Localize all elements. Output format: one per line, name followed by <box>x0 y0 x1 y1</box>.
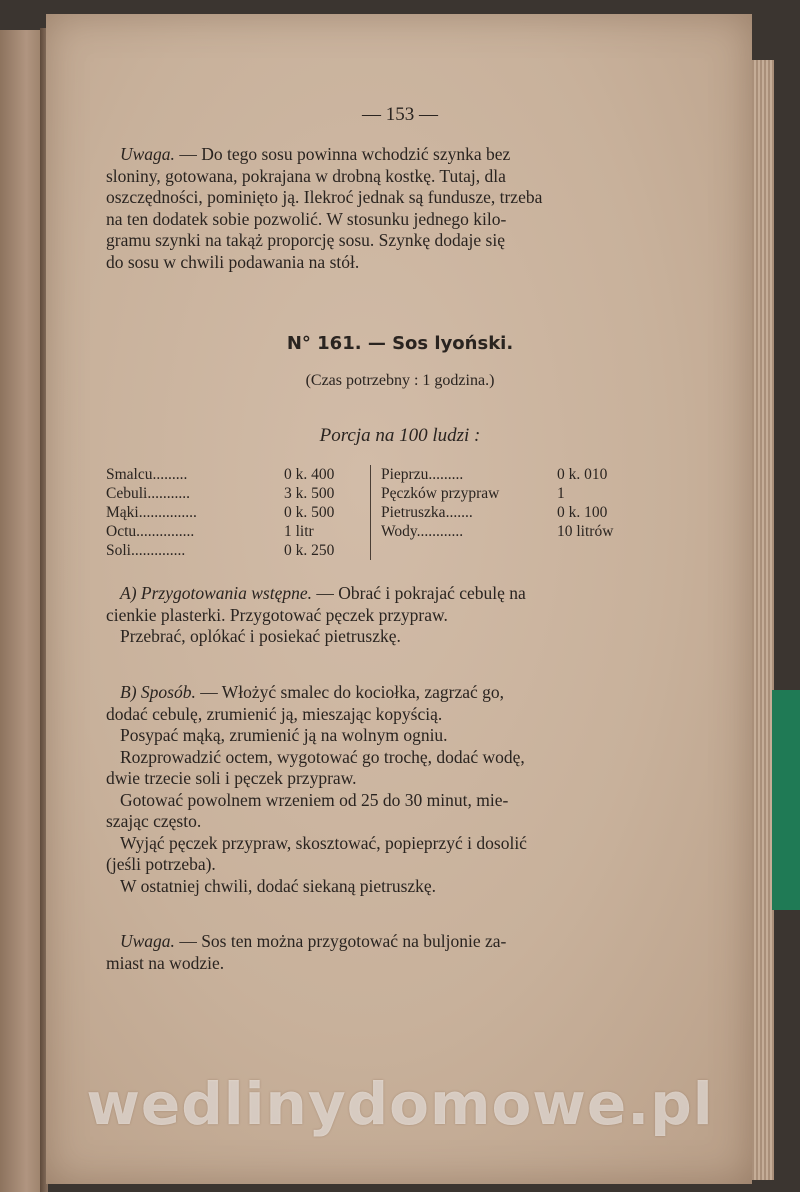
section-line: (jeśli potrzeba). <box>106 854 216 874</box>
ingredient-row <box>106 541 647 560</box>
ingredients-table <box>106 465 647 560</box>
note-line: sloniny, gotowana, pokrajana w drobną kostkę. Tutaj, dla <box>106 165 506 186</box>
note-line: miast na wodzie. <box>106 952 225 973</box>
ingredient-qty: 1 litr <box>284 522 371 541</box>
ingredient-qty: 10 litrów <box>557 523 614 540</box>
watermark: wedlinydomowe.pl <box>86 1070 714 1138</box>
ingredient-qty-empty <box>557 541 647 560</box>
section-a-paragraph <box>106 583 640 648</box>
ingredient-qty: 0 k. 500 <box>284 503 371 522</box>
recipe-heading: N° 161. — Sos lyoński. <box>286 333 514 354</box>
section-line: Posypać mąką, zrumienić ją na wolnym ogniu. <box>120 725 448 745</box>
ingredient-row <box>106 503 647 522</box>
page-number: — 153 — <box>362 104 438 125</box>
section-line: W ostatniej chwili, dodać siekaną pietruszkę. <box>120 875 437 896</box>
section-line: Wyjąć pęczek przypraw, skosztować, popieprzyć i dosolić <box>120 832 527 853</box>
recipe-portion: Porcja na 100 ludzi : <box>319 425 481 446</box>
bookmark-tab <box>772 690 800 910</box>
section-line: Przebrać, oplókać i posiekać pietruszkę. <box>120 626 401 646</box>
page-edges <box>752 60 774 1180</box>
section-a-label: A) Przygotowania wstępne. <box>120 583 312 603</box>
section-line: A) Przygotowania wstępne. — Obrać i pokrajać cebulę na <box>120 583 526 603</box>
ingredient-name: Pietruszka....... <box>381 504 473 521</box>
section-line: szając często. <box>106 811 202 831</box>
note-line: Uwaga. — Do tego sosu powinna wchodzić szynka bez <box>120 144 511 164</box>
note-line: do sosu w chwili podawania na stół. <box>106 251 360 272</box>
ingredient-qty: 3 k. 500 <box>284 484 371 503</box>
ingredient-qty: 0 k. 010 <box>557 466 608 483</box>
note-label: Uwaga. <box>120 144 175 164</box>
ingredient-qty: 1 <box>557 485 565 502</box>
section-line: cienkie plasterki. Przygotować pęczek przypraw. <box>106 604 448 625</box>
ingredient-qty: 0 k. 250 <box>284 541 371 560</box>
ingredient-name: Pieprzu......... <box>381 466 464 483</box>
note-line: oszczędności, pominięto ją. Ilekroć jednak są fundusze, trzeba <box>106 187 543 207</box>
ingredient-name: Cebuli........... <box>106 485 190 502</box>
section-line: dodać cebulę, zrumienić ją, mieszając kopyścią. <box>106 703 443 724</box>
recipe-time: (Czas potrzebny : 1 godzina.) <box>305 372 495 389</box>
section-line: Rozprowadzić octem, wygotować go trochę, dodać wodę, <box>120 746 525 767</box>
note-line: gramu szynki na takąż proporcję sosu. Szynkę dodaje się <box>106 230 505 250</box>
ingredient-row <box>106 522 647 541</box>
ingredient-name: Pęczków przypraw <box>381 485 500 502</box>
section-line: dwie trzecie soli i pęczek przypraw. <box>106 768 357 788</box>
left-page-edge <box>0 30 44 1192</box>
note-paragraph-1 <box>106 144 640 273</box>
ingredient-qty: 0 k. 100 <box>557 504 608 521</box>
ingredient-name: Wody............ <box>381 523 464 540</box>
note-line: Uwaga. — Sos ten można przygotować na buljonie za- <box>120 931 507 951</box>
section-b-paragraph <box>106 682 640 897</box>
ingredient-row <box>106 465 647 484</box>
note-paragraph-2 <box>106 931 640 974</box>
ingredient-name: Octu............... <box>106 523 195 540</box>
ingredient-name: Smalcu......... <box>106 466 188 483</box>
ingredient-qty: 0 k. 400 <box>284 465 371 484</box>
section-line: B) Sposób. — Włożyć smalec do kociołka, zagrzać go, <box>120 682 505 702</box>
section-line: Gotować powolnem wrzeniem od 25 do 30 minut, mie- <box>120 789 509 810</box>
note-label: Uwaga. <box>120 931 175 951</box>
ingredient-row <box>106 484 647 503</box>
ingredient-name: Mąki............... <box>106 504 197 521</box>
ingredient-name-empty <box>371 541 558 560</box>
section-b-label: B) Sposób. <box>120 682 196 702</box>
ingredient-name: Soli.............. <box>106 542 186 559</box>
note-line: na ten dodatek sobie pozwolić. W stosunku jednego kilo- <box>106 208 507 229</box>
